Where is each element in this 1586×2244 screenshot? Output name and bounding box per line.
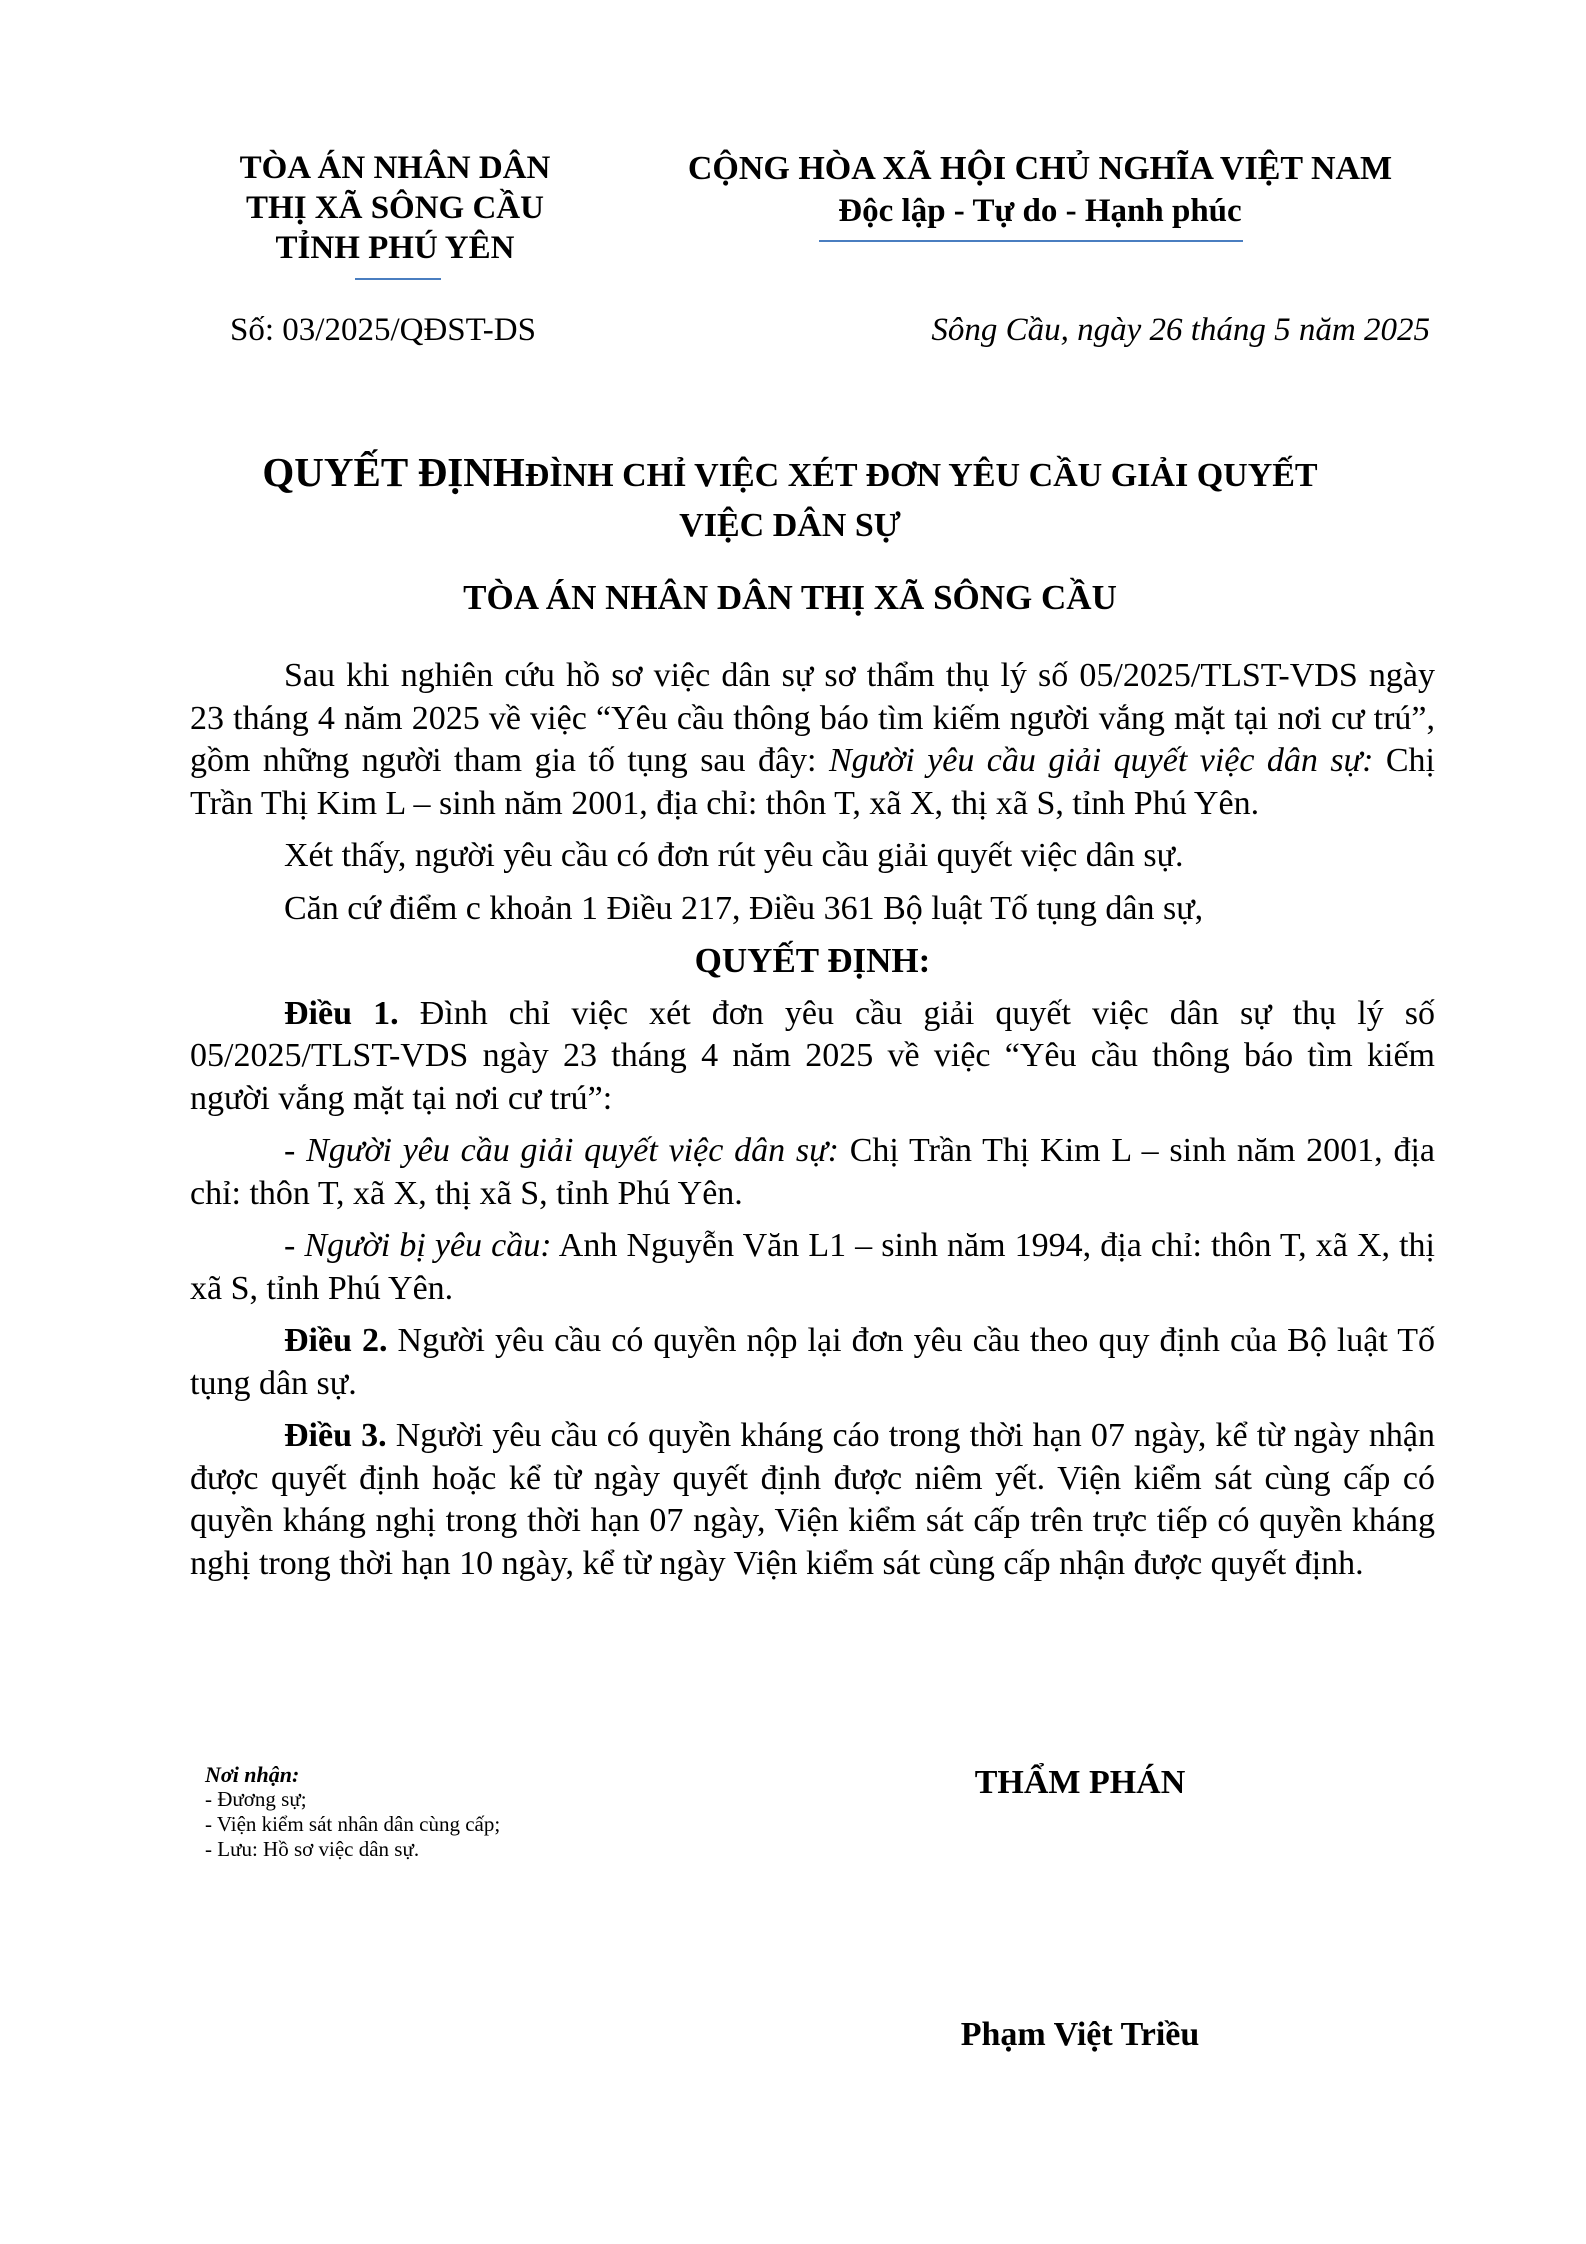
decision-heading: QUYẾT ĐỊNH:	[694, 941, 931, 980]
title-part-2: ĐÌNH CHỈ VIỆC XÉT ĐƠN YÊU CẦU GIẢI QUYẾT	[524, 457, 1318, 494]
recipient-item: - Viện kiểm sát nhân dân cùng cấp;	[205, 1812, 501, 1836]
respondent-item-label: Người bị yêu cầu:	[304, 1227, 552, 1264]
judge-name: Phạm Việt Triều	[960, 2016, 1200, 2053]
consideration-paragraph: Xét thấy, người yêu cầu có đơn rút yêu cầu giải quyết việc dân sự.	[284, 837, 1184, 874]
judge-title: THẨM PHÁN	[974, 1764, 1186, 1801]
court-heading: TÒA ÁN NHÂN DÂN THỊ XÃ SÔNG CẦU	[463, 578, 1117, 617]
respondent-item: - Người bị yêu cầu: Anh Nguyễn Văn L1 – sinh năm 1994, địa chỉ: thôn T, xã X, thị xã S, tỉnh Phú Yên.	[190, 1227, 1435, 1307]
place-date: Sông Cầu, ngày 26 tháng 5 năm 2025	[931, 312, 1430, 348]
article-3: Điều 3. Người yêu cầu có quyền kháng cáo trong thời hạn 07 ngày, kể từ ngày nhận được quyết định hoặc kể từ ngày quyết định được niêm yết. Viện kiểm sát cùng cấp có quyền kháng nghị trong thời hạn 07 ngày, Viện kiểm sát cấp trên trực tiếp có quyền kháng nghị trong thời hạn 10 ngày, kể từ ngày Viện kiểm sát cùng cấp nhận được quyết định.	[190, 1417, 1435, 1582]
document-title	[160, 450, 1420, 548]
requester-item-label: Người yêu cầu giải quyết việc dân sự:	[306, 1132, 839, 1169]
document-number: Số: 03/2025/QĐST-DS	[230, 312, 536, 348]
court-underline	[355, 278, 441, 280]
intro-paragraph: Sau khi nghiên cứu hồ sơ việc dân sự sơ thẩm thụ lý số 05/2025/TLST-VDS ngày 23 tháng 4 năm 2025 về việc “Yêu cầu thông báo tìm kiếm người vắng mặt tại nơi cư trú”, gồm những người tham gia tố tụng sau đây: Người yêu cầu giải quyết việc dân sự: Chị Trần Thị Kim L – sinh năm 2001, địa chỉ: thôn T, xã X, thị xã S, tỉnh Phú Yên.	[190, 657, 1435, 822]
court-line-3: TỈNH PHÚ YÊN	[275, 230, 515, 266]
nation-header	[640, 148, 1440, 232]
court-header	[195, 148, 595, 268]
title-part-1: QUYẾT ĐỊNH	[262, 449, 525, 495]
article-2: Điều 2. Người yêu cầu có quyền nộp lại đơn yêu cầu theo quy định của Bộ luật Tố tụng dân sự.	[190, 1322, 1436, 1402]
recipients-block	[205, 1762, 725, 1862]
requester-label: Người yêu cầu giải quyết việc dân sự:	[828, 742, 1374, 779]
nation-name: CỘNG HÒA XÃ HỘI CHỦ NGHĨA VIỆT NAM	[687, 150, 1393, 187]
court-line-1: TÒA ÁN NHÂN DÂN	[239, 150, 551, 186]
requester-item: - Người yêu cầu giải quyết việc dân sự: Chị Trần Thị Kim L – sinh năm 2001, địa chỉ: thôn T, xã X, thị xã S, tỉnh Phú Yên.	[190, 1132, 1435, 1212]
document-body	[190, 655, 1435, 1595]
article-2-label: Điều 2.	[284, 1322, 388, 1359]
recipients-title: Nơi nhận:	[205, 1762, 300, 1787]
article-1: Điều 1. Đình chỉ việc xét đơn yêu cầu giải quyết việc dân sự thụ lý số 05/2025/TLST-VDS ngày 23 tháng 4 năm 2025 về việc “Yêu cầu thông báo tìm kiếm người vắng mặt tại nơi cư trú”:	[190, 994, 1436, 1117]
national-motto: Độc lập - Tự do - Hạnh phúc	[838, 193, 1242, 229]
article-3-label: Điều 3.	[284, 1417, 387, 1454]
article-1-label: Điều 1.	[284, 994, 399, 1032]
recipient-item: - Lưu: Hồ sơ việc dân sự.	[205, 1837, 420, 1861]
title-line-2: VIỆC DÂN SỰ	[679, 507, 901, 544]
motto-underline	[819, 240, 1243, 242]
court-line-2: THỊ XÃ SÔNG CẦU	[246, 190, 544, 226]
recipient-item: - Đương sự;	[205, 1787, 307, 1811]
legal-basis-paragraph: Căn cứ điểm c khoản 1 Điều 217, Điều 361 Bộ luật Tố tụng dân sự,	[284, 889, 1204, 927]
